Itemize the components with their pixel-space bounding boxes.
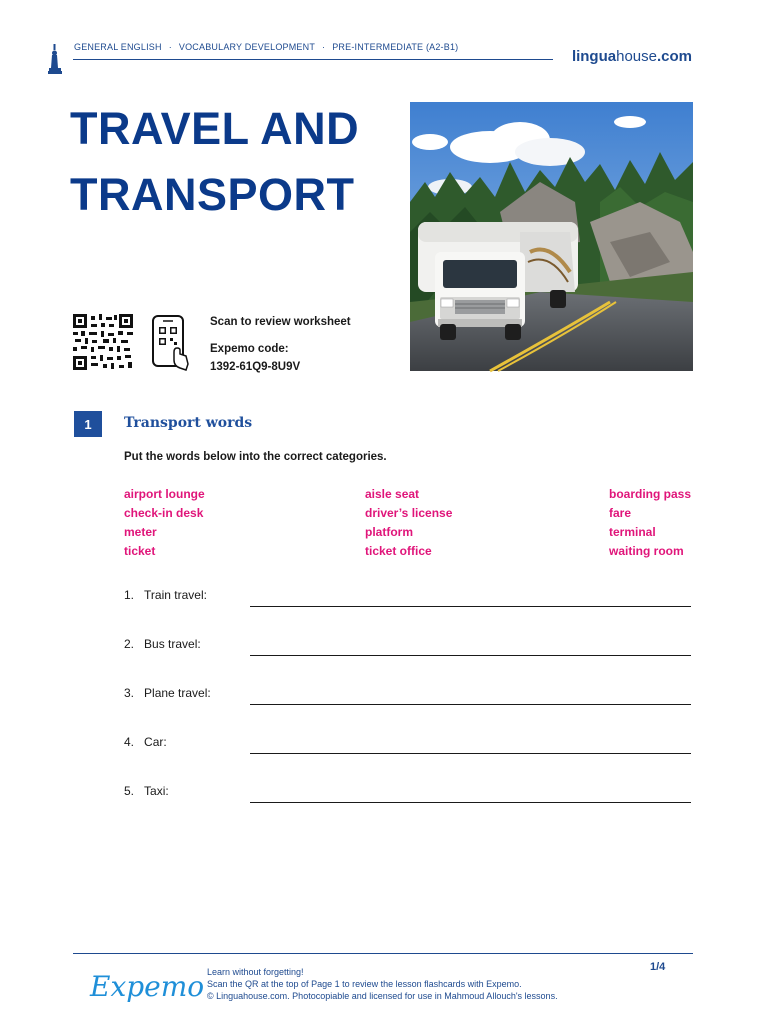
answer-line[interactable] bbox=[250, 606, 691, 607]
brand-logo bbox=[572, 48, 692, 65]
brand-part-1: lingua bbox=[571, 48, 617, 65]
answer-label: 1. Train travel: bbox=[124, 588, 207, 602]
word-column-3 bbox=[609, 485, 691, 561]
title-line-2: TRANSPORT bbox=[70, 169, 355, 220]
answer-row bbox=[124, 588, 694, 637]
section-instructions: Put the words below into the correct categories. bbox=[124, 451, 387, 463]
statue-of-liberty-icon bbox=[48, 44, 62, 76]
answer-list bbox=[124, 588, 694, 833]
footer-scan-note: Scan the QR at the top of Page 1 to review the lesson flashcards with Expemo. bbox=[207, 979, 522, 989]
answer-line[interactable] bbox=[250, 753, 691, 754]
word-item: meter bbox=[124, 525, 157, 539]
answer-line[interactable] bbox=[250, 704, 691, 705]
footer-copyright: © Linguahouse.com. Photocopiable and licensed for use in Mahmoud Allouch's lessons. bbox=[207, 991, 558, 1001]
footer-tagline: Learn without forgetting! bbox=[207, 967, 304, 977]
word-item: check-in desk bbox=[124, 506, 204, 520]
phone-scan-icon bbox=[150, 314, 190, 372]
breadcrumb-level: PRE-INTERMEDIATE (A2-B1) bbox=[332, 42, 459, 52]
answer-row bbox=[124, 784, 694, 833]
word-item: platform bbox=[365, 525, 413, 539]
word-item: airport lounge bbox=[124, 487, 205, 501]
breadcrumb-separator: · bbox=[168, 42, 172, 52]
answer-label: 2. Bus travel: bbox=[124, 637, 201, 651]
word-item: driver’s license bbox=[365, 506, 453, 520]
answer-row bbox=[124, 735, 694, 784]
word-item: aisle seat bbox=[365, 487, 420, 501]
word-column-1 bbox=[124, 485, 205, 561]
breadcrumb-category: VOCABULARY DEVELOPMENT bbox=[178, 42, 316, 52]
answer-row bbox=[124, 686, 694, 735]
word-item: fare bbox=[609, 506, 632, 520]
breadcrumb bbox=[74, 42, 458, 52]
expemo-logo-text: Expemo bbox=[90, 970, 205, 1003]
brand-part-2: house bbox=[616, 48, 657, 65]
page-number: 1/4 bbox=[650, 961, 666, 973]
word-item: boarding pass bbox=[609, 487, 692, 501]
word-item: ticket office bbox=[365, 544, 432, 558]
page-header bbox=[48, 40, 694, 70]
footer-divider bbox=[73, 953, 693, 954]
breadcrumb-course: GENERAL ENGLISH bbox=[74, 42, 162, 52]
header-divider bbox=[73, 59, 553, 60]
word-item: ticket bbox=[124, 544, 156, 558]
word-bank bbox=[124, 485, 694, 565]
worksheet-title bbox=[70, 96, 359, 228]
expemo-logo bbox=[90, 968, 205, 1008]
expemo-code-value: 1392-61Q9-8U9V bbox=[210, 361, 301, 373]
answer-line[interactable] bbox=[250, 655, 691, 656]
section-title: Transport words bbox=[124, 415, 253, 431]
scan-review-label: Scan to review worksheet bbox=[210, 316, 351, 328]
answer-line[interactable] bbox=[250, 802, 691, 803]
word-item: terminal bbox=[609, 525, 656, 539]
expemo-code-label: Expemo code: bbox=[210, 343, 289, 355]
answer-label: 5. Taxi: bbox=[124, 784, 169, 798]
answer-row bbox=[124, 637, 694, 686]
qr-code-icon[interactable] bbox=[73, 314, 133, 370]
word-item: waiting room bbox=[609, 544, 684, 558]
section-number: 1 bbox=[74, 411, 102, 437]
word-column-2 bbox=[365, 485, 452, 561]
answer-label: 4. Car: bbox=[124, 735, 167, 749]
answer-label: 3. Plane travel: bbox=[124, 686, 211, 700]
footer-text bbox=[207, 966, 558, 1002]
breadcrumb-separator: · bbox=[322, 42, 326, 52]
rv-on-road-photo bbox=[410, 102, 693, 371]
brand-part-3: .com bbox=[656, 48, 692, 65]
title-line-1: TRAVEL AND bbox=[70, 103, 360, 154]
scan-info bbox=[210, 313, 351, 376]
